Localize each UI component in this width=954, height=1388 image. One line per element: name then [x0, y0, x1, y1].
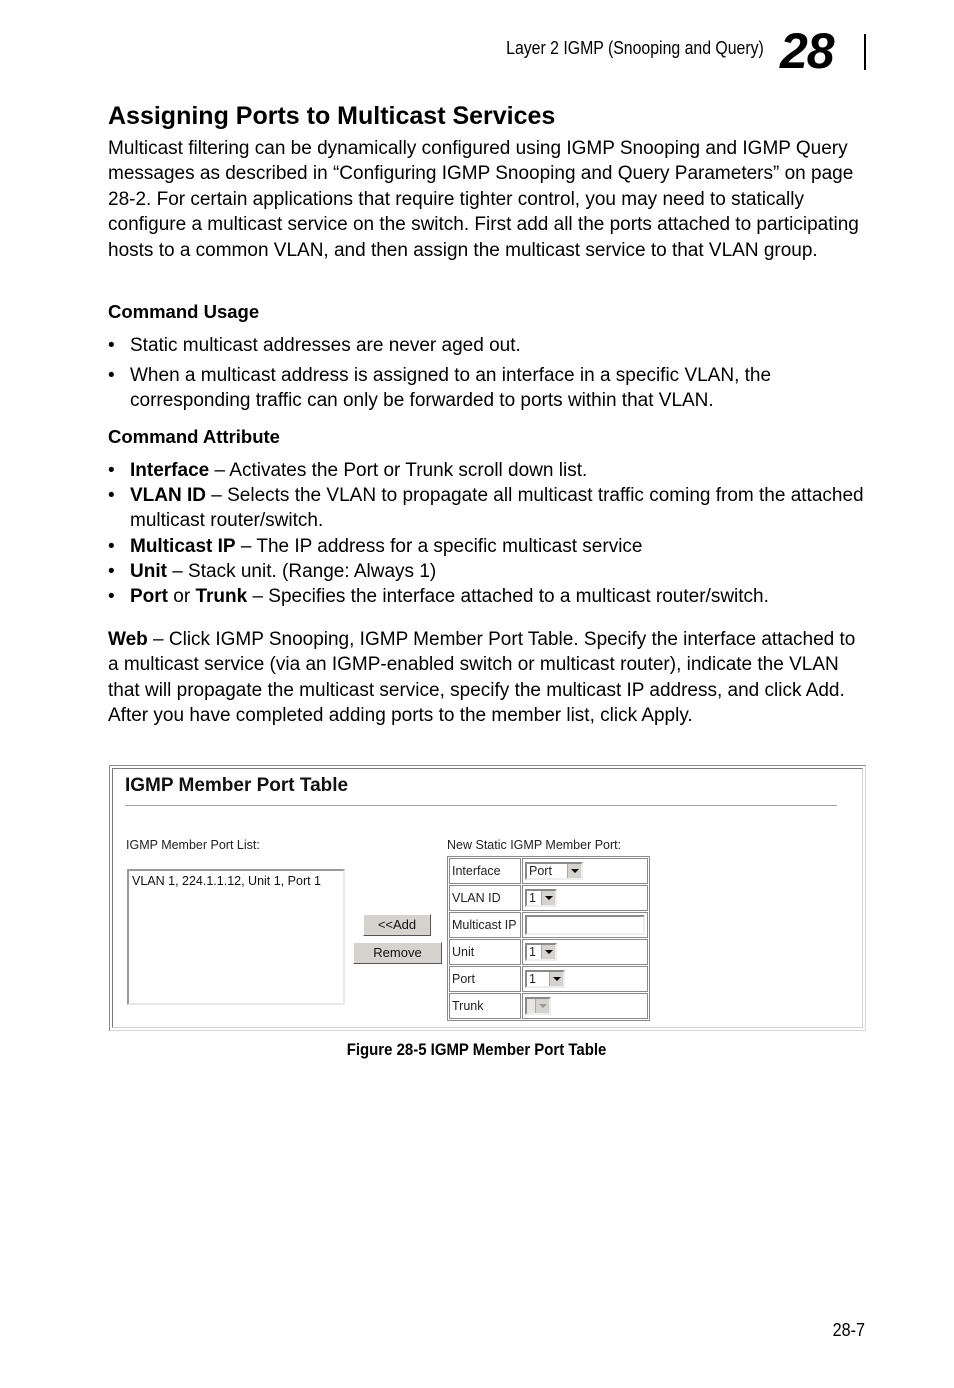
interface-value: Port	[529, 864, 552, 878]
member-list-label: IGMP Member Port List:	[126, 838, 260, 852]
new-member-label: New Static IGMP Member Port:	[447, 838, 622, 852]
usage-item: • When a multicast address is assigned to an interface in a specific VLAN, the corresponding traffic can only be forwarded to ports within that VLAN.	[108, 363, 868, 413]
port-label: Port	[449, 966, 521, 992]
vlan-id-value: 1	[529, 891, 536, 905]
multicast-ip-cell	[522, 912, 648, 938]
member-port-listbox[interactable]	[127, 869, 345, 1005]
command-attribute-heading: Command Attribute	[108, 426, 280, 447]
command-usage-heading: Command Usage	[108, 301, 260, 322]
attribute-item	[108, 483, 868, 533]
form-row-vlan	[449, 885, 648, 911]
command-usage-list	[108, 333, 868, 419]
unit-label: Unit	[449, 939, 521, 965]
vlan-id-cell	[522, 885, 648, 911]
page-number: 28-7	[832, 1320, 865, 1340]
form-row-unit	[449, 939, 648, 965]
multicast-ip-label: Multicast IP	[449, 912, 521, 938]
attribute-item	[108, 559, 868, 584]
section-title: Assigning Ports to Multicast Services	[108, 102, 556, 130]
running-header: Layer 2 IGMP (Snooping and Query)	[506, 38, 764, 58]
form-row-port	[449, 966, 648, 992]
web-term: Web	[108, 629, 148, 650]
intro-paragraph: Multicast filtering can be dynamically configured using IGMP Snooping and IGMP Query messages as described in “Configuring IGMP Snooping and Query Parameters” on page 28-2. For certain applications that require tighter control, you may need to statically configure a multicast service on the switch. First add all the ports attached to participating hosts to a common VLAN, and then assign the multicast service to that VLAN group.	[108, 138, 859, 261]
interface-label: Interface	[449, 858, 521, 884]
igmp-member-port-panel	[109, 765, 866, 1031]
attribute-term: Trunk	[195, 586, 248, 608]
interface-cell	[522, 858, 648, 884]
port-value: 1	[529, 972, 536, 986]
multicast-ip-input[interactable]	[525, 915, 645, 935]
vlan-id-label: VLAN ID	[449, 885, 521, 911]
attribute-term: VLAN ID	[130, 485, 206, 507]
unit-value: 1	[529, 945, 536, 959]
usage-item: • Static multicast addresses are never aged out.	[108, 333, 868, 358]
port-cell	[522, 966, 648, 992]
panel-title: IGMP Member Port Table	[125, 775, 349, 796]
port-select[interactable]	[525, 970, 565, 988]
figure-caption	[0, 1040, 954, 1060]
chapter-divider	[864, 34, 866, 70]
unit-cell	[522, 939, 648, 965]
attribute-desc: – The IP address for a specific multicast service	[235, 535, 643, 557]
remove-button[interactable]: Remove	[353, 942, 442, 964]
web-text: – Click IGMP Snooping, IGMP Member Port Table. Specify the interface attached to a multicast service (via an IGMP-enabled switch or multicast router), indicate the VLAN that will propagate the multicast service, specify the multicast IP address, and click Add. After you have completed adding ports to the member list, click Apply.	[108, 629, 856, 727]
attribute-desc: – Activates the Port or Trunk scroll down list.	[209, 460, 588, 481]
chevron-down-icon[interactable]	[541, 891, 555, 905]
attribute-desc: – Stack unit. (Range: Always 1)	[166, 560, 437, 582]
web-paragraph	[108, 627, 868, 729]
attribute-term: Interface	[130, 460, 210, 481]
chevron-down-icon	[535, 999, 549, 1013]
chevron-down-icon[interactable]	[541, 945, 555, 959]
command-attribute-list	[108, 458, 868, 609]
new-member-form	[447, 856, 650, 1021]
chapter-number: 28	[780, 23, 834, 79]
attribute-term: Port	[130, 586, 168, 608]
unit-select[interactable]	[525, 943, 557, 961]
trunk-label: Trunk	[449, 993, 521, 1019]
attribute-desc: – Specifies the interface attached to a multicast router/switch.	[247, 586, 769, 608]
list-item[interactable]: VLAN 1, 224.1.1.12, Unit 1, Port 1	[132, 874, 322, 888]
figure-caption-text: Figure 28-5 IGMP Member Port Table	[347, 1040, 607, 1059]
form-row-trunk	[449, 993, 648, 1019]
chevron-down-icon[interactable]	[549, 972, 563, 986]
form-row-interface	[449, 858, 648, 884]
attribute-item	[108, 534, 868, 559]
vlan-id-select[interactable]	[525, 889, 557, 907]
add-button[interactable]: <<Add	[363, 914, 431, 936]
attribute-item	[108, 584, 868, 609]
attribute-desc: – Selects the VLAN to propagate all multicast traffic coming from the attached multicast router/switch.	[130, 485, 864, 532]
trunk-cell	[522, 993, 648, 1019]
attribute-term: Unit	[130, 560, 167, 582]
form-row-multicast-ip	[449, 912, 648, 938]
attribute-term: Multicast IP	[130, 535, 236, 557]
chevron-down-icon[interactable]	[567, 864, 581, 878]
panel-frame	[112, 768, 863, 1028]
attribute-connector: or	[168, 586, 196, 608]
trunk-select[interactable]	[525, 997, 551, 1015]
title-divider	[125, 805, 837, 807]
attribute-item	[108, 458, 868, 483]
interface-select[interactable]	[525, 862, 583, 880]
